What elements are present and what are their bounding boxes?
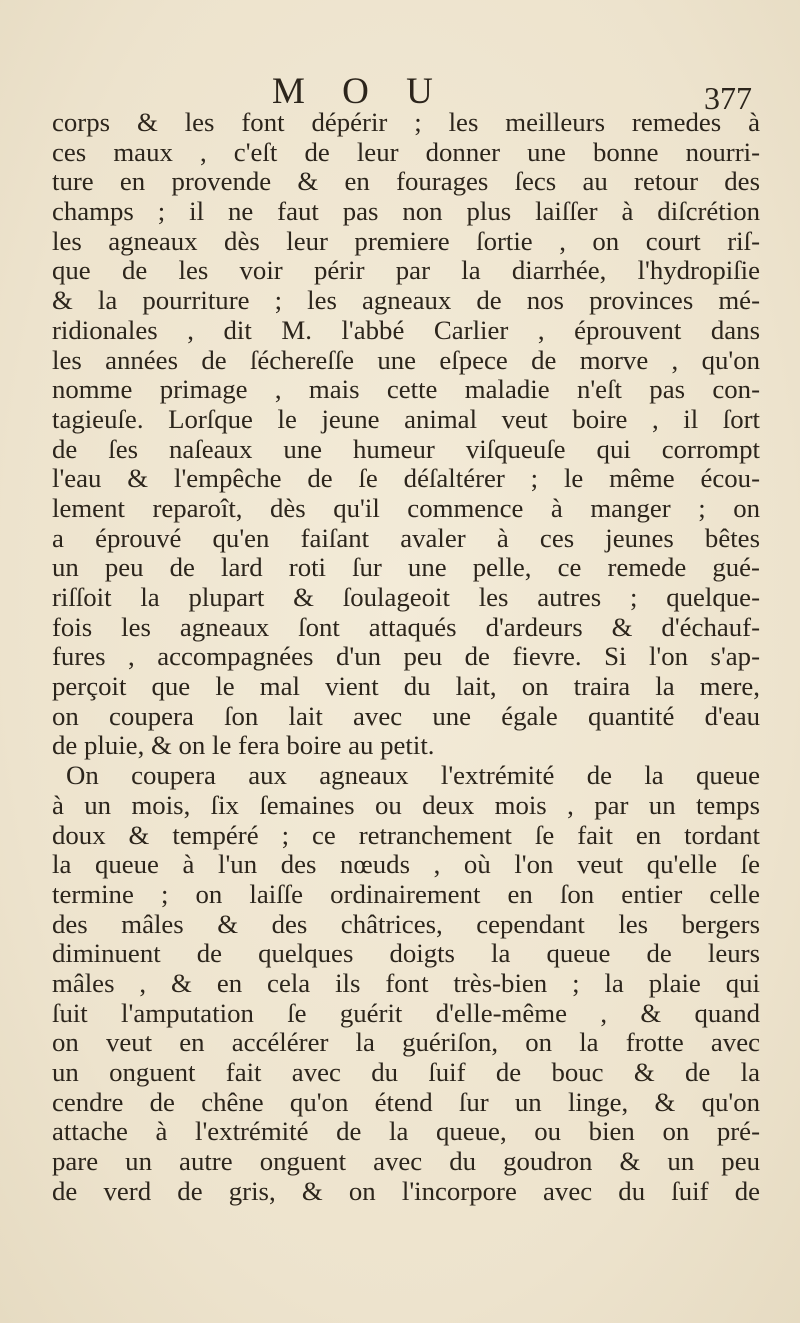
- text-line: des mâles & des châtrices, cependant les bergers: [52, 908, 760, 939]
- text-line: & la pourriture ; les agneaux de nos provinces mé-: [52, 285, 760, 316]
- text-line: fois les agneaux ſont attaqués d'ardeurs & d'échauf-: [52, 611, 760, 642]
- text-line: mâles , & en cela ils font très-bien ; la plaie qui: [52, 967, 760, 998]
- text-line: riſſoit la plupart & ſoulageoit les autres ; quelque-: [52, 582, 760, 612]
- text-line: fures , accompagnées d'un peu de fievre. Si l'on s'ap-: [52, 641, 760, 672]
- page-header-title: M O U: [272, 71, 447, 112]
- text-line: termine ; on laiſſe ordinairement en ſon entier celle: [52, 878, 760, 909]
- text-line: tagieuſe. Lorſque le jeune animal veut boire , il ſort: [52, 403, 760, 434]
- text-line: on veut en accélérer la guériſon, on la frotte avec: [52, 1027, 760, 1058]
- text-line: de ſes naſeaux une humeur viſqueuſe qui corrompt: [52, 433, 760, 464]
- paragraph-start-line: On coupera aux agneaux l'extrémité de la queue: [66, 760, 760, 791]
- text-line: diminuent de quelques doigts la queue de leurs: [52, 938, 760, 969]
- page-number: 377: [704, 80, 752, 116]
- body-text: [52, 108, 760, 1206]
- text-line: champs ; il ne faut pas non plus laiſſer à diſcrétion: [52, 196, 760, 227]
- text-line: a éprouvé qu'en faiſant avaler à ces jeunes bêtes: [52, 522, 760, 553]
- text-line: que de les voir périr par la diarrhée, l'hydropiſie: [52, 255, 760, 286]
- text-line: on coupera ſon lait avec une égale quantité d'eau: [52, 700, 760, 731]
- text-line: l'eau & l'empêche de ſe déſaltérer ; le même écou-: [52, 463, 760, 494]
- text-line: les agneaux dès leur premiere ſortie , on court riſ-: [52, 225, 760, 256]
- text-line: pare un autre onguent avec du goudron & un peu: [52, 1146, 760, 1177]
- text-line: cendre de chêne qu'on étend ſur un linge, & qu'on: [52, 1086, 760, 1117]
- text-line: à un mois, ſix ſemaines ou deux mois , par un temps: [52, 789, 760, 820]
- text-line: les années de ſéchereſſe une eſpece de morve , qu'on: [52, 344, 760, 375]
- text-line: corps & les font dépérir ; les meilleurs remedes à: [52, 107, 760, 137]
- paragraph-end-line: de pluie, & on le fera boire au petit.: [52, 730, 435, 761]
- text-line: lement reparoît, dès qu'il commence à manger ; on: [52, 492, 760, 523]
- text-line: nomme primage , mais cette maladie n'eſt pas con-: [52, 374, 760, 405]
- text-line: ces maux , c'eſt de leur donner une bonne nourri-: [52, 136, 760, 167]
- text-line: attache à l'extrémité de la queue, ou bien on pré-: [52, 1116, 760, 1147]
- text-line: ſuit l'amputation ſe guérit d'elle-même , & quand: [52, 997, 760, 1028]
- text-line: de verd de gris, & on l'incorpore avec du ſuif de: [52, 1175, 760, 1206]
- text-line: ture en provende & en fourages ſecs au retour des: [52, 166, 760, 197]
- text-line: un onguent fait avec du ſuif de bouc & de la: [52, 1057, 760, 1087]
- text-line: la queue à l'un des nœuds , où l'on veut qu'elle ſe: [52, 849, 760, 880]
- text-line: ridionales , dit M. l'abbé Carlier , éprouvent dans: [52, 314, 760, 345]
- text-line: un peu de lard roti ſur une pelle, ce remede gué-: [52, 552, 760, 583]
- text-line: perçoit que le mal vient du lait, on traira la mere,: [52, 671, 760, 702]
- text-line: doux & tempéré ; ce retranchement ſe fait en tordant: [52, 819, 760, 850]
